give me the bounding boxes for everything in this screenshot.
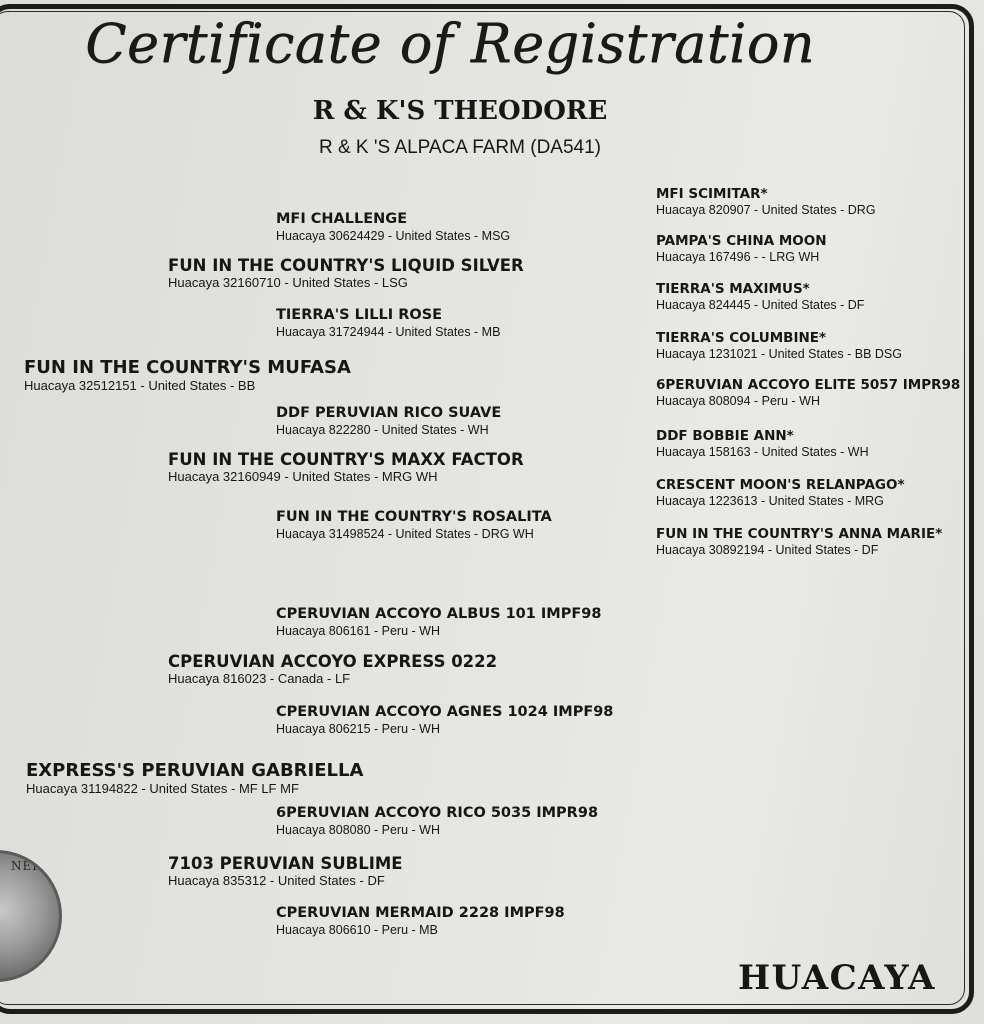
pedigree-dam — [26, 761, 363, 797]
pedigree-entry-name: PAMPA'S CHINA MOON — [656, 233, 827, 249]
pedigree-great-grandparent — [276, 212, 510, 243]
pedigree-entry-name: 6PERUVIAN ACCOYO ELITE 5057 IMPR98 — [656, 377, 961, 393]
pedigree-entry-detail: Huacaya 808094 - Peru - WH — [656, 393, 820, 408]
pedigree-entry-name: 6PERUVIAN ACCOYO RICO 5035 IMPR98 — [276, 805, 599, 821]
pedigree-entry-name: FUN IN THE COUNTRY'S ANNA MARIE* — [656, 526, 943, 542]
pedigree-entry-detail: Huacaya 32160710 - United States - LSG — [168, 275, 408, 291]
pedigree-entry-detail: Huacaya 806215 - Peru - WH — [276, 721, 440, 736]
pedigree-entry-name: FUN IN THE COUNTRY'S MUFASA — [24, 357, 351, 378]
pedigree-entry-detail: Huacaya 167496 - - LRG WH — [656, 249, 820, 264]
pedigree-great-grandparent — [276, 705, 613, 736]
seal-text: NERS — [11, 859, 52, 873]
certificate-title: Certificate of Registration — [85, 12, 815, 75]
pedigree-ancestor — [656, 429, 869, 459]
pedigree-great-grandparent — [276, 510, 552, 541]
pedigree-great-grandparent — [276, 308, 500, 339]
pedigree-entry-name: TIERRA'S LILLI ROSE — [276, 307, 443, 323]
pedigree-entry-name: TIERRA'S MAXIMUS* — [656, 281, 810, 297]
pedigree-great-grandparent — [276, 906, 565, 937]
pedigree-entry-detail: Huacaya 1231021 - United States - BB DSG — [656, 346, 902, 361]
pedigree-entry-name: CPERUVIAN ACCOYO ALBUS 101 IMPF98 — [276, 606, 602, 622]
pedigree-entry-detail: Huacaya 32512151 - United States - BB — [24, 377, 256, 393]
pedigree-entry-detail: Huacaya 816023 - Canada - LF — [168, 671, 351, 687]
pedigree-entry-detail: Huacaya 31724944 - United States - MB — [276, 324, 501, 339]
pedigree-entry-name: FUN IN THE COUNTRY'S LIQUID SILVER — [168, 256, 524, 275]
pedigree-grandparent — [168, 855, 403, 889]
pedigree-entry-detail: Huacaya 808080 - Peru - WH — [276, 822, 440, 837]
pedigree-entry-name: CPERUVIAN ACCOYO EXPRESS 0222 — [168, 652, 498, 671]
pedigree-entry-detail: Huacaya 31498524 - United States - DRG WH — [276, 526, 534, 541]
pedigree-entry-name: 7103 PERUVIAN SUBLIME — [168, 854, 403, 873]
pedigree-sire — [24, 358, 351, 394]
pedigree-entry-name: FUN IN THE COUNTRY'S ROSALITA — [276, 509, 552, 525]
animal-name: R & K'S THEODORE — [312, 96, 608, 126]
pedigree-entry-name: EXPRESS'S PERUVIAN GABRIELLA — [26, 760, 364, 781]
pedigree-entry-detail: Huacaya 32160949 - United States - MRG WH — [168, 469, 438, 485]
pedigree-entry-name: CPERUVIAN MERMAID 2228 IMPF98 — [276, 905, 565, 921]
pedigree-entry-name: CPERUVIAN ACCOYO AGNES 1024 IMPF98 — [276, 704, 614, 720]
breed-mark: HUACAYA — [738, 958, 936, 998]
pedigree-entry-detail: Huacaya 824445 - United States - DF — [656, 297, 865, 312]
pedigree-ancestor — [656, 378, 960, 408]
pedigree-ancestor — [656, 282, 864, 312]
pedigree-ancestor — [656, 234, 827, 264]
pedigree-ancestor — [656, 527, 942, 557]
pedigree-great-grandparent — [276, 806, 598, 837]
pedigree-entry-detail: Huacaya 806610 - Peru - MB — [276, 922, 438, 937]
pedigree-great-grandparent — [276, 406, 501, 437]
pedigree-entry-detail: Huacaya 30892194 - United States - DF — [656, 542, 879, 557]
pedigree-entry-name: MFI CHALLENGE — [276, 211, 408, 227]
pedigree-entry-detail: Huacaya 1223613 - United States - MRG — [656, 493, 884, 508]
pedigree-grandparent — [168, 257, 524, 291]
pedigree-ancestor — [656, 187, 876, 217]
pedigree-entry-name: CRESCENT MOON'S RELANPAGO* — [656, 477, 905, 493]
pedigree-ancestor — [656, 331, 902, 361]
pedigree-entry-detail: Huacaya 31194822 - United States - MF LF MF — [26, 780, 299, 796]
pedigree-entry-name: TIERRA'S COLUMBINE* — [656, 330, 827, 346]
pedigree-entry-detail: Huacaya 822280 - United States - WH — [276, 422, 489, 437]
pedigree-entry-name: DDF BOBBIE ANN* — [656, 428, 794, 444]
pedigree-entry-detail: Huacaya 806161 - Peru - WH — [276, 623, 440, 638]
pedigree-grandparent — [168, 451, 524, 485]
pedigree-entry-detail: Huacaya 30624429 - United States - MSG — [276, 228, 511, 243]
pedigree-entry-name: MFI SCIMITAR* — [656, 186, 768, 202]
pedigree-entry-name: FUN IN THE COUNTRY'S MAXX FACTOR — [168, 450, 524, 469]
pedigree-grandparent — [168, 653, 497, 687]
pedigree-entry-detail: Huacaya 835312 - United States - DF — [168, 873, 385, 889]
pedigree-great-grandparent — [276, 607, 601, 638]
farm-name: R & K 'S ALPACA FARM (DA541) — [318, 137, 602, 158]
pedigree-entry-detail: Huacaya 820907 - United States - DRG — [656, 202, 876, 217]
pedigree-ancestor — [656, 478, 905, 508]
pedigree-entry-detail: Huacaya 158163 - United States - WH — [656, 444, 869, 459]
pedigree-entry-name: DDF PERUVIAN RICO SUAVE — [276, 405, 502, 421]
